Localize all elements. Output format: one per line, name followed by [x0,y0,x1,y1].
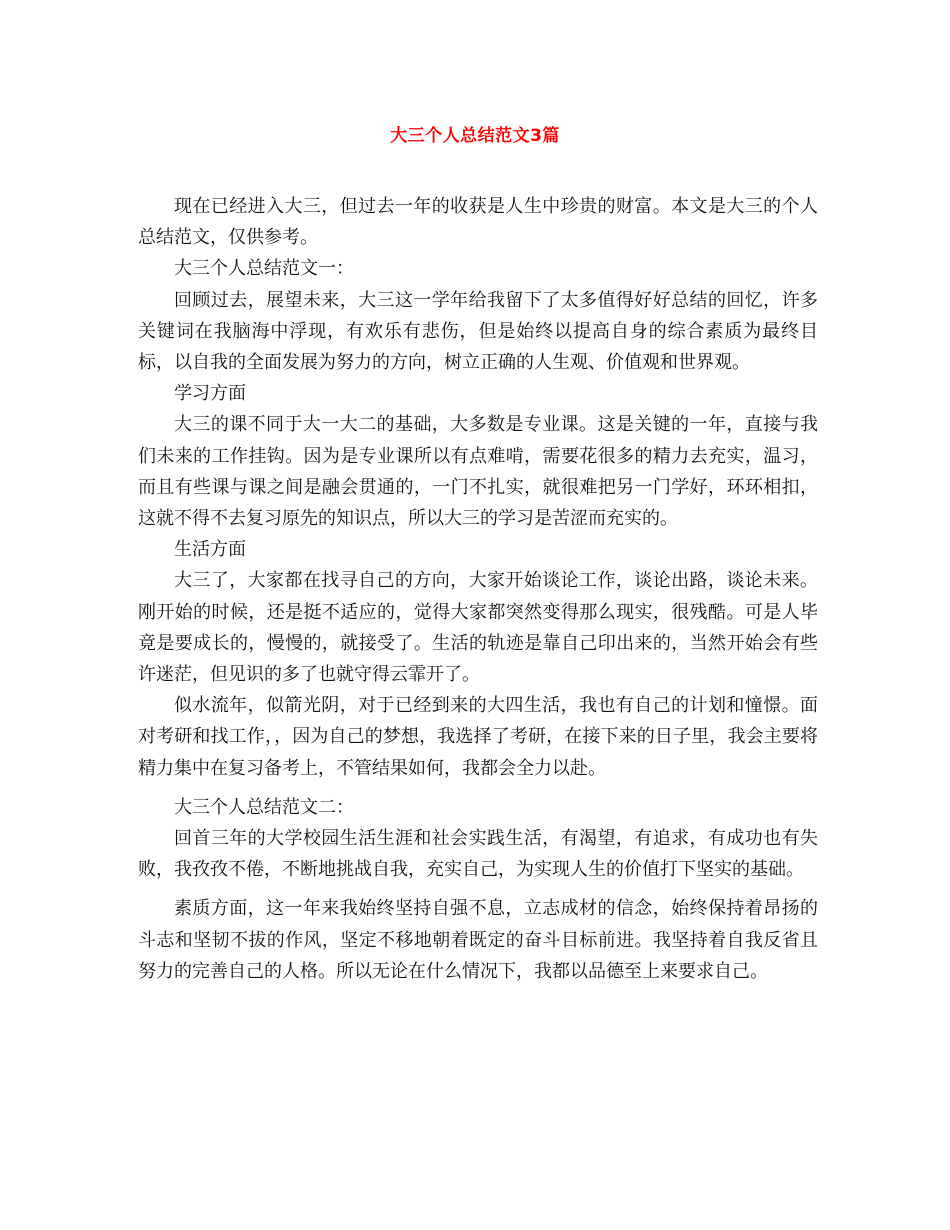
document-body [138,191,818,987]
paragraph-study: 大三的课不同于大一大二的基础，大多数是专业课。这是关键的一年，直接与我们未来的工作挂钩。因为是专业课所以有点难啃，需要花很多的精力去充实，温习，而且有些课与课之间是融会贯通的，一门不扎实，就很难把另一门学好，环环相扣，这就不得不去复习原先的知识点，所以大三的学习是苦涩而充实的。 [138,414,818,530]
section-heading-essay-2: 大三个人总结范文二： [174,796,354,818]
paragraph-plans: 似水流年，似箭光阴，对于已经到来的大四生活，我也有自己的计划和憧憬。面对考研和找工作，，因为自己的梦想，我选择了考研，在接下来的日子里，我会主要将精力集中在复习备考上，不管结果如何，我都会全力以赴。 [138,695,818,779]
document-title: 大三个人总结范文3篇 [390,126,560,146]
paragraph-review: 回顾过去，展望未来，大三这一学年给我留下了太多值得好好总结的回忆，许多关键词在我脑海中浮现，有欢乐有悲伤，但是始终以提高自身的综合素质为最终目标，以自我的全面发展为努力的方向，树立正确的人生观、价值观和世界观。 [138,289,818,374]
paragraph-intro: 现在已经进入大三，但过去一年的收获是人生中珍贵的财富。本文是大三的个人总结范文，仅供参考。 [138,196,818,249]
section-heading-life: 生活方面 [174,539,246,561]
section-heading-essay-1: 大三个人总结范文一： [174,258,354,280]
paragraph-character: 素质方面，这一年来我始终坚持自强不息，立志成材的信念，始终保持着昂扬的斗志和坚韧不拔的作风，坚定不移地朝着既定的奋斗目标前进。我坚持着自我反省且努力的完善自己的人格。所以无论在什么情况下，我都以品德至上来要求自己。 [138,898,818,982]
section-heading-study: 学习方面 [174,383,246,405]
paragraph-looking-back: 回首三年的大学校园生活生涯和社会实践生活，有渴望，有追求，有成功也有失败，我孜孜不倦，不断地挑战自我，充实自己，为实现人生的价值打下坚实的基础。 [138,828,818,881]
paragraph-life: 大三了，大家都在找寻自己的方向，大家开始谈论工作，谈论出路，谈论未来。刚开始的时候，还是挺不适应的，觉得大家都突然变得那么现实，很残酷。可是人毕竟是要成长的，慢慢的，就接受了。生活的轨迹是靠自己印出来的，当然开始会有些许迷茫，但见识的多了也就守得云霏开了。 [138,570,818,686]
